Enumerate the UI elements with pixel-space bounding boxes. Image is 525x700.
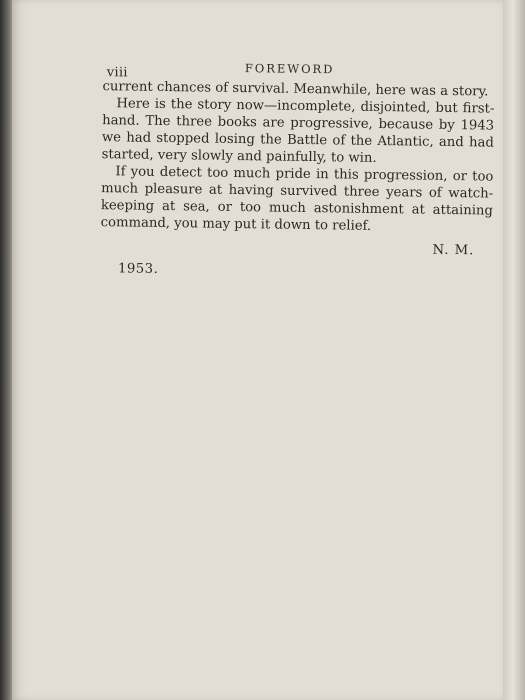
page-edges xyxy=(503,0,525,700)
page-number: viii xyxy=(106,65,128,81)
page-content xyxy=(92,58,495,283)
date-line: 1953. xyxy=(117,261,159,277)
paragraph: Here is the story now—incomplete, disjointed, but first-hand. The three books are progressive, because by 1943 we had stopped losing the Battle of the Atlantic, and had started, very slowly and painfully, to win. xyxy=(101,96,495,166)
author-initials: N. M. xyxy=(432,242,475,259)
paragraph-continued: current chances of survival. Meanwhile, here was a story. xyxy=(102,79,489,100)
body-text xyxy=(92,78,495,283)
paragraph: If you detect too much pride in this progression, or too much pleasure at having survived three years of watch-keeping at sea, or too much astonishment at attaining command, you may put it down to relief. xyxy=(100,164,494,234)
running-head: FOREWORD xyxy=(244,61,335,77)
